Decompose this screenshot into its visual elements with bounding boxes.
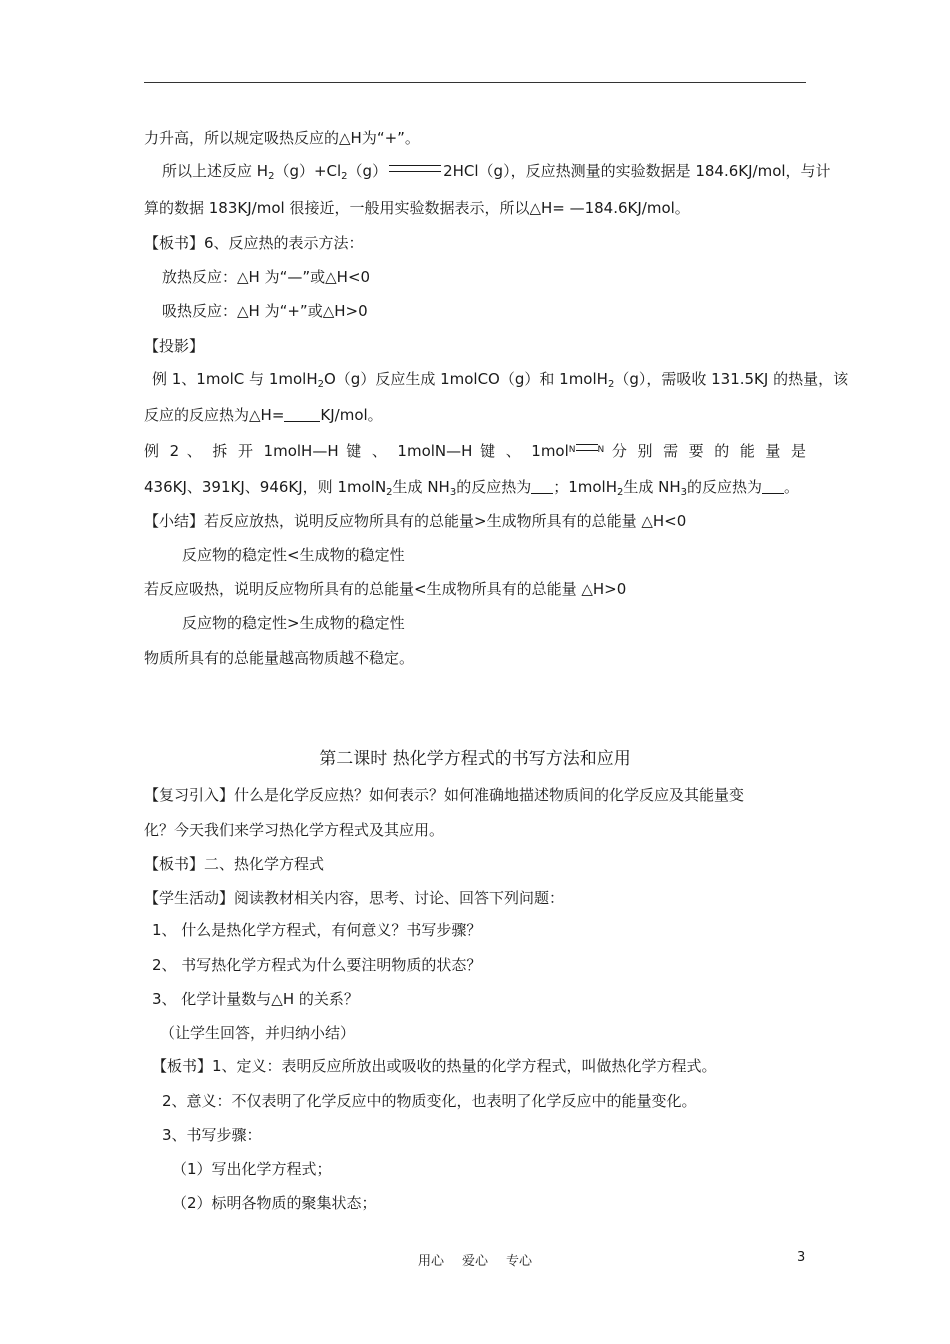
text-span: （g） bbox=[347, 162, 388, 180]
text-line-example2 bbox=[144, 440, 806, 461]
text-line: 物质所具有的总能量越高物质越不稳定。 bbox=[144, 649, 415, 667]
text-line-reaction bbox=[162, 161, 831, 187]
text-line: 反应物的稳定性>生成物的稳定性 bbox=[182, 614, 405, 632]
text-line: 【投影】 bbox=[144, 337, 205, 355]
text-line: 3、书写步骤： bbox=[162, 1126, 262, 1144]
answer-blank[interactable] bbox=[762, 479, 784, 494]
list-item: 3、 化学计量数与△H 的关系？ bbox=[152, 990, 359, 1008]
text-span: ；1molH bbox=[553, 478, 617, 496]
text-line: 算的数据 183KJ/mol 很接近，一般用实验数据表示，所以△H= —184.6KJ/mol。 bbox=[144, 199, 690, 217]
text-line: 吸热反应：△H 为“+”或△H>0 bbox=[162, 302, 368, 320]
list-item: （2）标明各物质的聚集状态； bbox=[172, 1194, 377, 1212]
text-span: 的反应热为 bbox=[687, 478, 763, 496]
text-line: 反应物的稳定性<生成物的稳定性 bbox=[182, 546, 405, 564]
text-span: （g）+Cl bbox=[274, 162, 342, 180]
list-item: 1、 什么是热化学方程式，有何意义？书写步骤？ bbox=[152, 921, 482, 939]
text-span: 生成 NH bbox=[623, 478, 681, 496]
text-span: （g），需吸收 131.5KJ 的热量，该 bbox=[614, 370, 849, 388]
subscript: 2 bbox=[386, 487, 393, 498]
text-line-example1 bbox=[152, 369, 848, 395]
text-span: 。 bbox=[784, 478, 800, 496]
answer-blank[interactable] bbox=[531, 479, 553, 494]
text-span: 2HCl（g），反应热测量的实验数据是 184.6KJ/mol，与计 bbox=[443, 162, 831, 180]
text-line: （让学生回答，并归纳小结） bbox=[160, 1024, 356, 1042]
list-item: （1）写出化学方程式； bbox=[172, 1160, 332, 1178]
footer-text: 用心 bbox=[417, 1254, 444, 1269]
text-line: 2、意义：不仅表明了化学反应中的物质变化，也表明了化学反应中的能量变化。 bbox=[162, 1092, 697, 1110]
text-span: 反应的反应热为△H= bbox=[144, 406, 285, 424]
answer-blank[interactable] bbox=[284, 407, 320, 422]
text-span: 生成 NH bbox=[392, 478, 450, 496]
text-line: 若反应吸热，说明反应物所具有的总能量<生成物所具有的总能量 △H>0 bbox=[144, 580, 627, 598]
text-span: KJ/mol。 bbox=[320, 406, 383, 424]
equals-arrow-icon bbox=[389, 165, 441, 172]
list-item: 2、 书写热化学方程式为什么要注明物质的状态？ bbox=[152, 956, 482, 974]
text-span: 例 2 、 拆 开 1molH—H 键 、 1molN—H 键 、 1mol bbox=[144, 442, 569, 460]
text-span: 的反应热为 bbox=[456, 478, 532, 496]
subscript: 2 bbox=[268, 171, 275, 182]
text-line: 【学生活动】阅读教材相关内容，思考、讨论、回答下列问题： bbox=[144, 889, 565, 907]
text-line bbox=[144, 405, 383, 425]
subscript: 3 bbox=[680, 487, 688, 498]
page-number: 3 bbox=[797, 1250, 806, 1265]
page-footer bbox=[0, 1250, 950, 1269]
section-title: 第二课时 热化学方程式的书写方法和应用 bbox=[319, 749, 631, 769]
text-line: 【小结】若反应放热，说明反应物所具有的总能量>生成物所具有的总能量 △H<0 bbox=[144, 512, 687, 530]
text-span: 分 别 需 要 的 能 量 是 bbox=[604, 442, 806, 460]
text-line: 【板书】1、定义：表明反应所放出或吸收的热量的化学方程式，叫做热化学方程式。 bbox=[152, 1057, 717, 1075]
text-line: 力升高，所以规定吸热反应的△H为“+”。 bbox=[144, 129, 420, 147]
footer-text: 爱心 bbox=[461, 1254, 488, 1269]
text-span: 436KJ、391KJ、946KJ，则 1molN bbox=[144, 478, 387, 496]
text-span: 所以上述反应 H bbox=[162, 162, 269, 180]
triple-bond-icon: N N bbox=[568, 445, 605, 455]
text-line: 【复习引入】什么是化学反应热？如何表示？如何准确地描述物质间的化学反应及其能量变 bbox=[144, 786, 745, 804]
subscript: 2 bbox=[341, 171, 348, 182]
subscript: 2 bbox=[617, 487, 624, 498]
text-span: O（g）反应生成 1molCO（g）和 1molH bbox=[323, 370, 608, 388]
text-line: 【板书】二、热化学方程式 bbox=[144, 855, 325, 873]
text-line bbox=[144, 477, 799, 503]
text-span: 例 1、1molC 与 1molH bbox=[152, 370, 318, 388]
subscript: 2 bbox=[317, 379, 324, 390]
header-rule bbox=[144, 82, 806, 83]
text-line: 化？今天我们来学习热化学方程式及其应用。 bbox=[144, 821, 445, 839]
subscript: 2 bbox=[607, 379, 615, 390]
subscript: 3 bbox=[449, 487, 457, 498]
text-line: 【板书】6、反应热的表示方法： bbox=[144, 234, 364, 252]
text-line: 放热反应：△H 为“—”或△H<0 bbox=[162, 268, 371, 286]
footer-text: 专心 bbox=[506, 1254, 533, 1269]
